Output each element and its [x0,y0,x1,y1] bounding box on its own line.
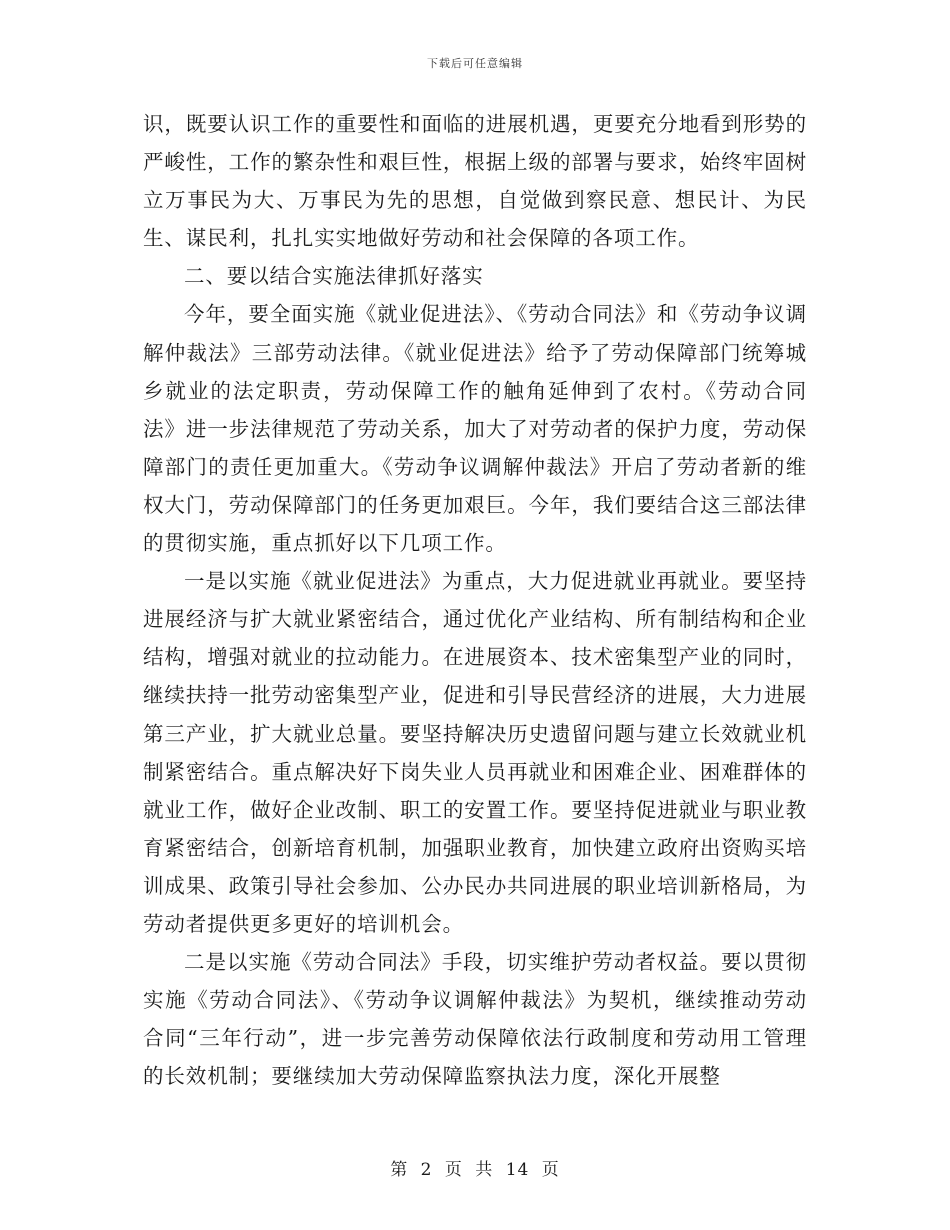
paragraph-5: 二是以实施《劳动合同法》手段，切实维护劳动者权益。要以贯彻实施《劳动合同法》、《劳动争议调解仲裁法》为契机，继续推动劳动合同“三年行动”，进一步完善劳动保障依法行政制度和劳动用工管理的长效机制；要继续加大劳动保障监察执法力度，深化开展整 [143,950,807,1089]
paragraph-1: 识，既要认识工作的重要性和面临的进展机遇，更要充分地看到形势的严峻性，工作的繁杂性和艰巨性，根据上级的部署与要求，始终牢固树立万事民为大、万事民为先的思想，自觉做到察民意、想民计、为民生、谋民利，扎扎实实地做好劳动和社会保障的各项工作。 [143,112,807,251]
page-header: 下载后可任意编辑 [427,57,523,70]
document-body [143,105,807,1095]
section-heading-2: 二、要以结合实施法律抓好落实 [184,264,484,289]
paragraph-3: 今年，要全面实施《就业促进法》、《劳动合同法》和《劳动争议调解仲裁法》三部劳动法律。《就业促进法》给予了劳动保障部门统筹城乡就业的法定职责，劳动保障工作的触角延伸到了农村。《劳动合同法》进一步法律规范了劳动关系，加大了对劳动者的保护力度，劳动保障部门的责任更加重大。《劳动争议调解仲裁法》开启了劳动者新的维权大门，劳动保障部门的任务更加艰巨。今年，我们要结合这三部法律的贯彻实施，重点抓好以下几项工作。 [143,302,807,556]
paragraph-4: 一是以实施《就业促进法》为重点，大力促进就业再就业。要坚持进展经济与扩大就业紧密结合，通过优化产业结构、所有制结构和企业结构，增强对就业的拉动能力。在进展资本、技术密集型产业的同时，继续扶持一批劳动密集型产业，促进和引导民营经济的进展，大力进展第三产业，扩大就业总量。要坚持解决历史遗留问题与建立长效就业机制紧密结合。重点解决好下岗失业人员再就业和困难企业、困难群体的就业工作，做好企业改制、职工的安置工作。要坚持促进就业与职业教育紧密结合，创新培育机制，加强职业教育，加快建立政府出资购买培训成果、政策引导社会参加、公办民办共同进展的职业培训新格局，为劳动者提供更多更好的培训机会。 [143,569,807,936]
page-number: 第 2 页 共 14 页 [390,1160,560,1180]
